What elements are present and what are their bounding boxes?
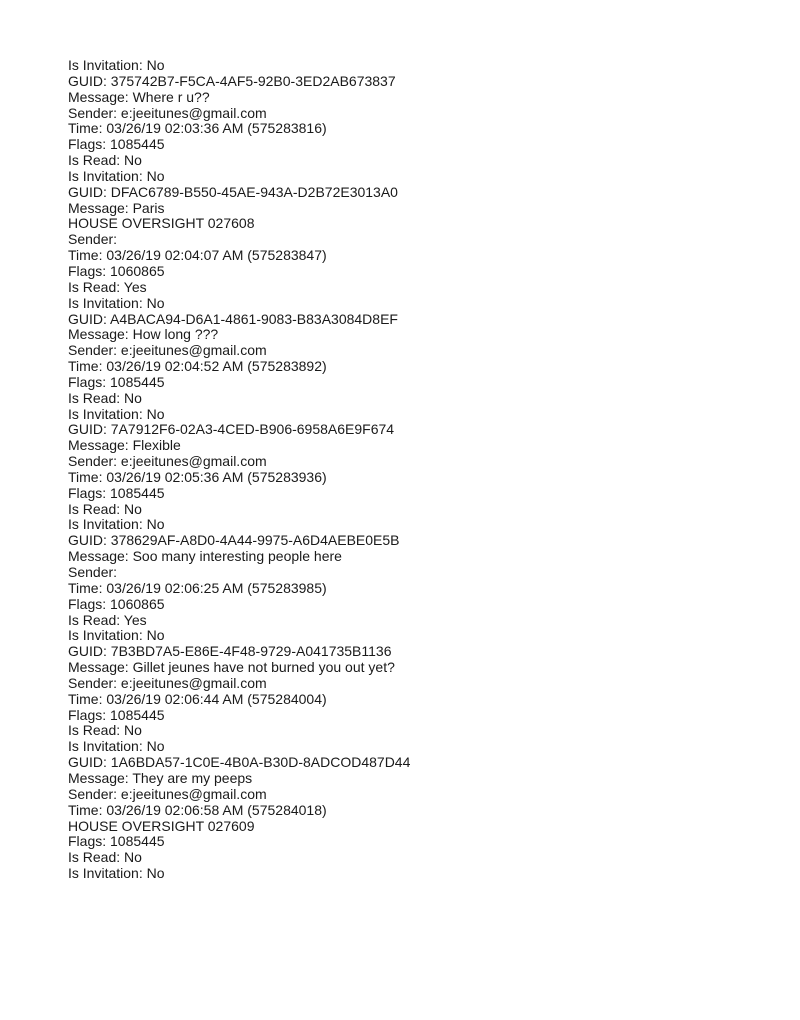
log-line: GUID: 378629AF-A8D0-4A44-9975-A6D4AEBE0E5B [68, 532, 400, 549]
log-line: Is Invitation: No [68, 405, 165, 422]
log-line: Is Invitation: No [68, 865, 165, 882]
log-line: Time: 03/26/19 02:05:36 AM (575283936) [68, 468, 327, 485]
log-line: Message: How long ??? [68, 326, 219, 343]
log-line: Is Invitation: No [68, 627, 165, 644]
log-line: Sender: e:jeeitunes@gmail.com [68, 785, 267, 802]
log-line: Is Read: Yes [68, 611, 147, 628]
log-line: Sender: [68, 231, 118, 248]
log-line: Message: They are my peeps [68, 769, 253, 786]
log-line: Flags: 1085445 [68, 136, 165, 153]
log-line: Flags: 1085445 [68, 706, 165, 723]
log-line: Is Read: No [68, 500, 142, 517]
log-line: Flags: 1085445 [68, 373, 165, 390]
log-line: Sender: e:jeeitunes@gmail.com [68, 453, 267, 470]
log-line: Time: 03/26/19 02:06:58 AM (575284018) [68, 801, 327, 818]
log-line: Is Read: Yes [68, 278, 147, 295]
log-line: Is Invitation: No [68, 57, 165, 73]
log-line: Time: 03/26/19 02:06:25 AM (575283985) [68, 579, 327, 596]
log-line: GUID: A4BACA94-D6A1-4861-9083-B83A3084D8EF [68, 310, 398, 327]
log-line: GUID: 7B3BD7A5-E86E-4F48-9729-A041735B1136 [68, 643, 392, 660]
message-log-document [68, 58, 768, 882]
log-line: Is Read: No [68, 849, 142, 866]
log-line: Sender: e:jeeitunes@gmail.com [68, 104, 267, 121]
log-line: GUID: 1A6BDA57-1C0E-4B0A-B30D-8ADCOD487D44 [68, 754, 411, 771]
log-line: GUID: 375742B7-F5CA-4AF5-92B0-3ED2AB673837 [68, 72, 396, 89]
log-line: Is Invitation: No [68, 738, 165, 755]
log-line: Is Invitation: No [68, 167, 165, 184]
log-line: Time: 03/26/19 02:06:44 AM (575284004) [68, 690, 327, 707]
log-line: Is Read: No [68, 152, 142, 169]
log-line: Message: Paris [68, 199, 165, 216]
log-line: Flags: 1085445 [68, 833, 165, 850]
log-line: Is Read: No [68, 389, 142, 406]
log-line: Is Read: No [68, 722, 142, 739]
log-line: Is Invitation: No [68, 516, 165, 533]
log-line: Flags: 1060865 [68, 262, 165, 279]
log-line: HOUSE OVERSIGHT 027608 [68, 215, 255, 232]
log-line: Flags: 1060865 [68, 595, 165, 612]
log-line: GUID: DFAC6789-B550-45AE-943A-D2B72E3013A0 [68, 183, 398, 200]
log-line: Sender: [68, 564, 118, 580]
log-line: GUID: 7A7912F6-02A3-4CED-B906-6958A6E9F674 [68, 421, 395, 438]
log-line: Time: 03/26/19 02:04:52 AM (575283892) [68, 358, 327, 375]
log-line: Message: Soo many interesting people here [68, 548, 342, 565]
log-line: Sender: e:jeeitunes@gmail.com [68, 342, 267, 359]
log-line: Message: Flexible [68, 437, 181, 454]
log-line: Is Invitation: No [68, 294, 165, 311]
log-line: Time: 03/26/19 02:04:07 AM (575283847) [68, 247, 327, 264]
log-line: Sender: e:jeeitunes@gmail.com [68, 674, 267, 691]
log-line: Message: Gillet jeunes have not burned you out yet? [68, 659, 395, 676]
log-line: Message: Where r u?? [68, 88, 210, 105]
log-line: Flags: 1085445 [68, 484, 165, 501]
log-line: HOUSE OVERSIGHT 027609 [68, 817, 255, 834]
log-line: Time: 03/26/19 02:03:36 AM (575283816) [68, 120, 327, 137]
